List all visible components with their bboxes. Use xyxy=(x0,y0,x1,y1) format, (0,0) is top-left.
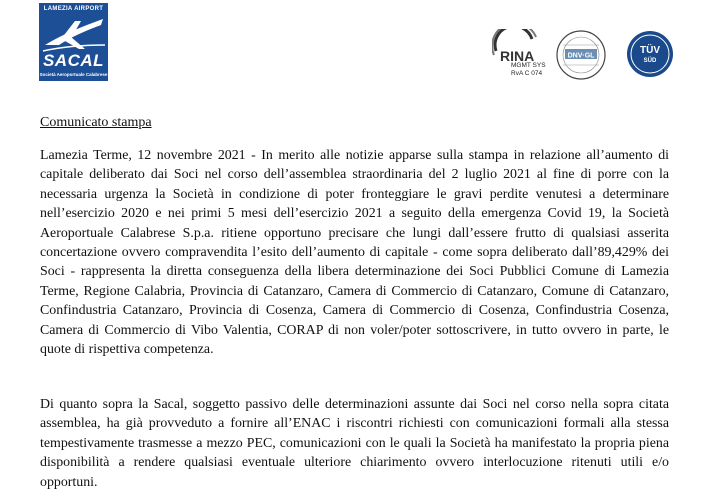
airplane-icon xyxy=(41,15,106,53)
svg-text:SÜD: SÜD xyxy=(643,58,657,64)
document-heading: Comunicato stampa xyxy=(40,115,152,130)
rina-caption: MGMT SYS RvA C 074 xyxy=(511,62,546,77)
sacal-logo xyxy=(39,3,108,81)
svg-text:RINA: RINA xyxy=(500,48,535,64)
svg-text:TÜV: TÜV xyxy=(640,45,660,56)
paragraph-sacal-response: Di quanto sopra la Sacal, soggetto passivo delle determinazioni assunte dai Soci nel corso nella sopra citata assemblea, ha già provveduto a fornire all’ENAC i riscontri richiesti con comunicazioni formali alla stessa tempestivamente trasmesse a mezzo PEC, comunicazioni con le quali la Società ha manifestato la propria piena disponibilità a rendere qualsiasi eventuale ulteriore chiarimento ovvero interlocuzione ritenuti utili e/o opportuni. xyxy=(40,397,669,490)
logo-subtitle: Società Aeroportuale Calabrese xyxy=(39,72,108,77)
svg-text:DNV·GL: DNV·GL xyxy=(567,52,595,60)
paragraph-intro: Lamezia Terme, 12 novembre 2021 - In merito alle notizie apparse sulla stampa in relazione all’aumento di capitale deliberato dai Soci nel corso dell’assemblea straordinaria del 2 luglio 2021 al fine di porre con la necessaria urgenza la Società in condizione di poter fronteggiare le gravi perdite venutesi a determinare nell’esercizio 2020 e nei primi 5 mesi dell’esercizio 2021 a seguito della emergenza Covid 19, la Società Aeroportuale Calabrese S.p.a. ritiene opportuno precisare che lungi dall’essere frutto di qualsiasi asserita concertazione ovvero compravendita l’esito dell’aumento di capitale - come sopra deliberato dall’89,429% dei Soci - rappresenta la diretta conseguenza della libera determinazione dei Soci Pubblici Comune di Lamezia Terme, Regione Calabria, Provincia di Catanzaro, Camera di Commercio di Catanzaro, Comune di Catanzaro, Confindustria Catanzaro, Provincia di Cosenza, Camera di Commercio di Cosenza, Confindustria Cosenza, Camera di Commercio di Vibo Valentia, CORAP di non voler/poter sottoscrivere, in tutto ovvero in parte, le quote di rispettiva competenza. xyxy=(40,148,669,358)
dnv-gl-certification-logo xyxy=(553,29,609,81)
tuv-sud-certification-logo xyxy=(625,29,675,79)
logo-name: SACAL xyxy=(42,51,105,70)
logo-top-text: LAMEZIA AIRPORT xyxy=(43,6,104,12)
